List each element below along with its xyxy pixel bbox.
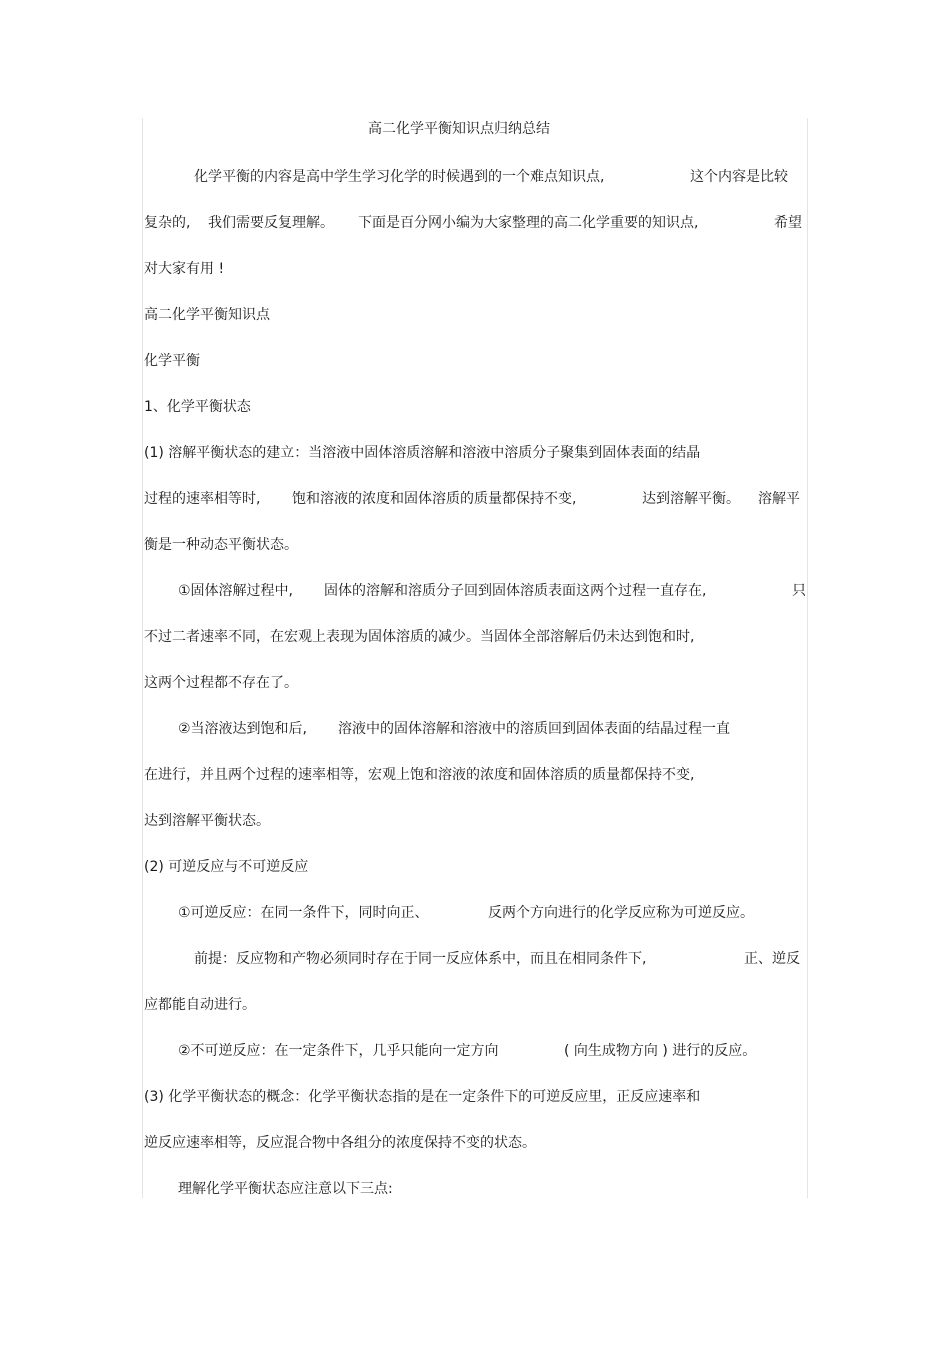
text-line: 逆反应速率相等，反应混合物中各组分的浓度保持不变的状态。 bbox=[144, 1135, 536, 1151]
text-segment: ①固体溶解过程中, bbox=[178, 583, 294, 599]
text-segment: 下面是百分网小编为大家整理的高二化学重要的知识点, bbox=[358, 215, 699, 231]
text-line: 不过二者速率不同，在宏观上表现为固体溶质的减少。当固体全部溶解后仍未达到饱和时, bbox=[144, 629, 695, 645]
section-heading: 1、化学平衡状态 bbox=[144, 399, 251, 415]
text-segment: 希望 bbox=[774, 215, 802, 231]
page-frame bbox=[142, 118, 808, 1198]
text-line: 对大家有用 ! bbox=[144, 261, 225, 277]
text-line: 衡是一种动态平衡状态。 bbox=[144, 537, 298, 553]
text-segment: 溶解平 bbox=[758, 491, 800, 507]
text-segment: 复杂的, bbox=[144, 215, 191, 231]
text-line: 达到溶解平衡状态。 bbox=[144, 813, 270, 829]
text-line: 这两个过程都不存在了。 bbox=[144, 675, 298, 691]
text-segment: 固体的溶解和溶质分子回到固体溶质表面这两个过程一直存在, bbox=[324, 583, 707, 599]
text-segment: 只 bbox=[792, 583, 806, 599]
text-line: 理解化学平衡状态应注意以下三点: bbox=[178, 1181, 393, 1197]
text-segment: 前提：反应物和产物必须同时存在于同一反应体系中，而且在相同条件下, bbox=[194, 951, 647, 967]
text-line: 应都能自动进行。 bbox=[144, 997, 256, 1013]
text-segment: 化学平衡的内容是高中学生学习化学的时候遇到的一个难点知识点, bbox=[194, 169, 605, 185]
text-line: 在进行，并且两个过程的速率相等，宏观上饱和溶液的浓度和固体溶质的质量都保持不变, bbox=[144, 767, 695, 783]
text-segment: 过程的速率相等时, bbox=[144, 491, 261, 507]
text-segment: 达到溶解平衡。 bbox=[642, 491, 740, 507]
subsection-heading: (2) 可逆反应与不可逆反应 bbox=[144, 859, 309, 875]
section-heading: 化学平衡 bbox=[144, 353, 200, 369]
text-segment: 溶液中的固体溶解和溶液中的溶质回到固体表面的结晶过程一直 bbox=[338, 721, 730, 737]
text-segment: 我们需要反复理解。 bbox=[208, 215, 334, 231]
text-line: (3) 化学平衡状态的概念：化学平衡状态指的是在一定条件下的可逆反应里，正反应速率和 bbox=[144, 1089, 701, 1105]
text-segment: 反两个方向进行的化学反应称为可逆反应。 bbox=[488, 905, 754, 921]
text-line: (1) 溶解平衡状态的建立：当溶液中固体溶质溶解和溶液中溶质分子聚集到固体表面的结晶 bbox=[144, 445, 701, 461]
text-segment: 饱和溶液的浓度和固体溶质的质量都保持不变, bbox=[292, 491, 577, 507]
text-segment: ①可逆反应：在同一条件下，同时向正、 bbox=[178, 905, 429, 921]
text-segment: ②不可逆反应：在一定条件下，几乎只能向一定方向 bbox=[178, 1043, 499, 1059]
text-segment: ②当溶液达到饱和后, bbox=[178, 721, 308, 737]
text-segment: 这个内容是比较 bbox=[690, 169, 788, 185]
document-title: 高二化学平衡知识点归纳总结 bbox=[368, 121, 550, 137]
text-segment: 正、逆反 bbox=[744, 951, 800, 967]
section-heading: 高二化学平衡知识点 bbox=[144, 307, 270, 323]
text-segment: ( 向生成物方向 ) 进行的反应。 bbox=[564, 1043, 757, 1059]
